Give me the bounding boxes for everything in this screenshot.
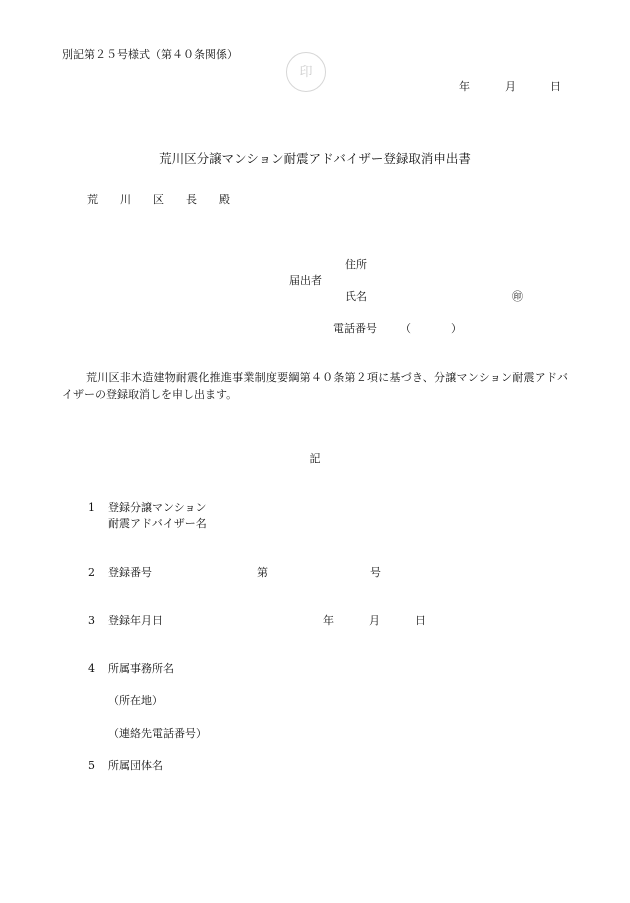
item-number: 3 — [88, 614, 95, 627]
statement-line-1: 荒川区非木造建物耐震化推進事業制度要綱第４０条第２項に基づき、分譲マンション耐震アドバ — [86, 371, 568, 384]
phone-label: 電話番号 — [333, 322, 377, 335]
registration-month: 月 — [369, 614, 380, 627]
date-month: 月 — [505, 80, 516, 93]
seal-mark: ㊞ — [512, 290, 523, 303]
address-label: 住所 — [345, 258, 367, 271]
record-heading: 記 — [309, 452, 321, 465]
office-phone-label: （連絡先電話番号） — [108, 727, 207, 740]
item-label-line-2: 耐震アドバイザー名 — [108, 517, 207, 530]
registration-number-suffix: 号 — [370, 566, 381, 579]
item-label: 所属団体名 — [108, 759, 163, 772]
item-number: 5 — [88, 759, 95, 772]
seal-stamp — [286, 52, 326, 92]
office-address-label: （所在地） — [108, 694, 163, 707]
item-number: 1 — [88, 501, 95, 514]
date-year: 年 — [459, 80, 470, 93]
phone-open-paren: （ — [400, 322, 411, 335]
registration-year: 年 — [323, 614, 334, 627]
phone-close-paren: ） — [451, 322, 462, 335]
item-label: 所属事務所名 — [108, 662, 174, 675]
item-label: 登録年月日 — [108, 614, 163, 627]
registration-day: 日 — [415, 614, 426, 627]
date-day: 日 — [550, 80, 561, 93]
name-label: 氏名 — [345, 290, 367, 303]
item-label: 登録番号 — [108, 566, 152, 579]
applicant-label: 届出者 — [289, 274, 322, 287]
statement-line-2: イザーの登録取消しを申し出ます。 — [62, 388, 238, 401]
item-number: 4 — [88, 662, 95, 675]
item-number: 2 — [88, 566, 95, 579]
item-label: 登録分譲マンション — [108, 501, 207, 514]
form-reference: 別記第２５号様式（第４０条関係） — [62, 48, 238, 61]
registration-number-prefix: 第 — [257, 566, 268, 579]
document-title: 荒川区分譲マンション耐震アドバイザー登録取消申出書 — [159, 151, 471, 166]
addressee: 荒 川 区 長 殿 — [87, 193, 230, 206]
seal-stamp-mark: 印 — [299, 64, 313, 80]
